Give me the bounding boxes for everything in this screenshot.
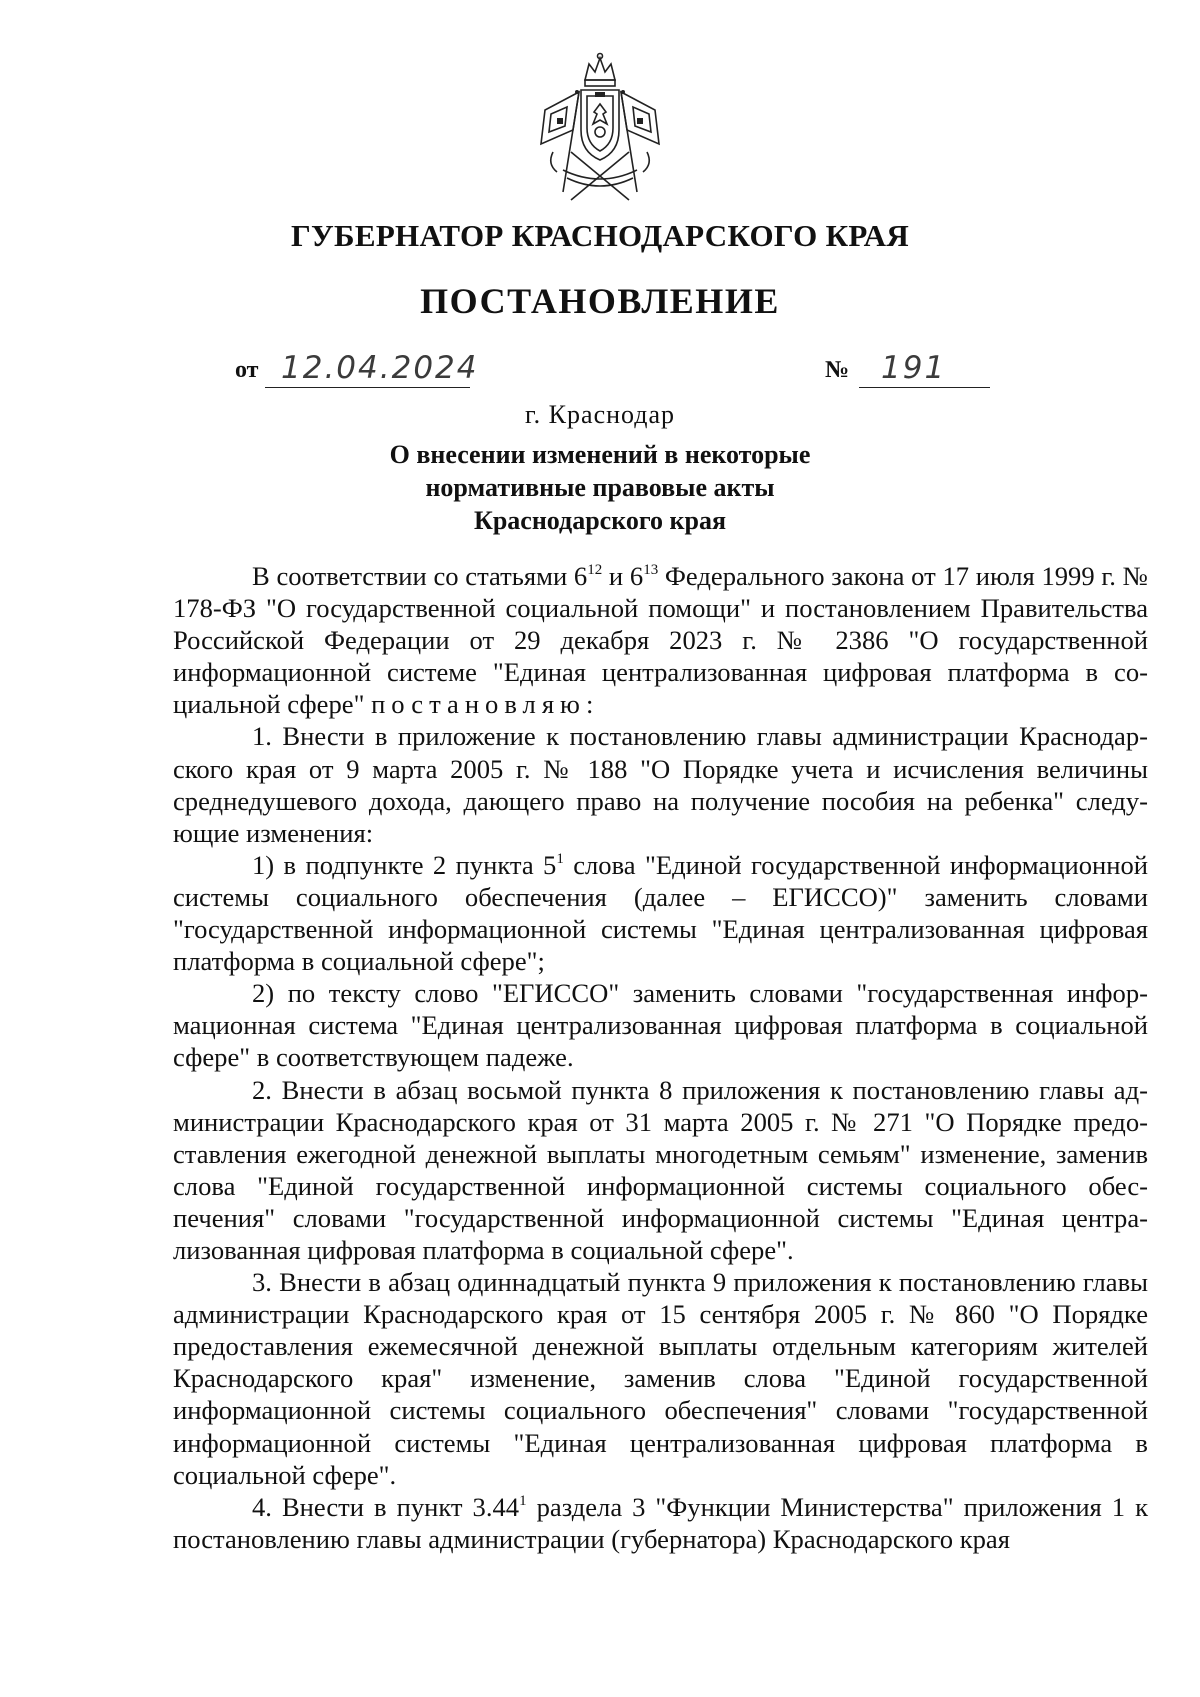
paragraph-item-1-2: 2) по тексту слово "ЕГИССО" заменить словами "государственная информационная система "Единая централизованная цифровая платформа в социальной сфере" в соответствующем падеже. (173, 978, 1148, 1073)
subject-line: Краснодарского края (473, 506, 727, 535)
paragraph-item-4: 4. Внести в пункт 3.44$^1$ раздела 3 "Функции Министерства" приложения 1 к постановлению главы администрации (губернатора) Краснодарского края (173, 1491, 1148, 1554)
number-handwritten: 191 (881, 350, 947, 386)
paragraph-item-1: 1. Внести в приложение к постановлению главы администрации Краснодарского края от 9 марта 2005 г. № 188 "О Порядке учета и исчисления величины среднедушевого дохода, дающего право на получение пособия на ребенка" следующие изменения: (173, 721, 1148, 848)
document-subject (0, 438, 1200, 537)
document-type: ПОСТАНОВЛЕНИЕ (420, 281, 780, 321)
date-field (235, 350, 479, 390)
preamble-paragraph: В соответствии со статьями $6^{12}$ и $6^{13}$ Федерального закона от 17 июля 1999 г. № 178-ФЗ "О государственной социальной помощи" и постановлением Правительства Российской Федерации от 29 декабря 2023 г. № 2386 "О государственной информационной системе "Единая централизованная цифровая платформа в социальной сфере" постановляю: (173, 561, 1149, 720)
date-underline (265, 387, 470, 389)
number-underline (859, 387, 990, 389)
document-body (173, 560, 1148, 1555)
coat-of-arms-icon (533, 52, 667, 204)
number-field (825, 350, 990, 390)
issuing-authority: ГУБЕРНАТОР КРАСНОДАРСКОГО КРАЯ (290, 218, 910, 253)
paragraph-item-1-1: 1) в подпункте 2 пункта $5^1$ слова "Единой государственной информационной системы социального обеспечения (далее – ЕГИССО)" заменить словами "государственной информационной системы "Единая централизованная цифровая платформа в социальной сфере"; (173, 849, 1148, 977)
subject-line: нормативные правовые акты (425, 473, 775, 502)
number-prefix: № (825, 357, 850, 383)
date-handwritten: 12.04.2024 (281, 350, 479, 386)
date-prefix: от (235, 357, 259, 383)
decree-word: постановляю (371, 689, 586, 720)
paragraph-item-2: 2. Внести в абзац восьмой пункта 8 приложения к постановлению главы администрации Краснодарского края от 31 марта 2005 г. № 271 "О Порядке предоставления ежегодной денежной выплаты многодетным семьям" изменение, заменив слова "Единой государственной информационной системы социального обеспечения" словами "государственной информационной системы "Единая централизованная цифровая платформа в социальной сфере". (173, 1074, 1148, 1265)
city: г. Краснодар (524, 400, 676, 429)
paragraph-item-3: 3. Внести в абзац одиннадцатый пункта 9 приложения к постановлению главы администрации Краснодарского края от 15 сентября 2005 г. № 860 "О Порядке предоставления ежемесячной денежной выплаты отдельным категориям жителей Краснодарского края" изменение, заменив слова "Единой государственной информационной системы социального обеспечения" словами "государственной информационной системы "Единая централизованная цифровая платформа в социальной сфере". (173, 1267, 1148, 1490)
subject-line: О внесении изменений в некоторые (389, 440, 811, 469)
